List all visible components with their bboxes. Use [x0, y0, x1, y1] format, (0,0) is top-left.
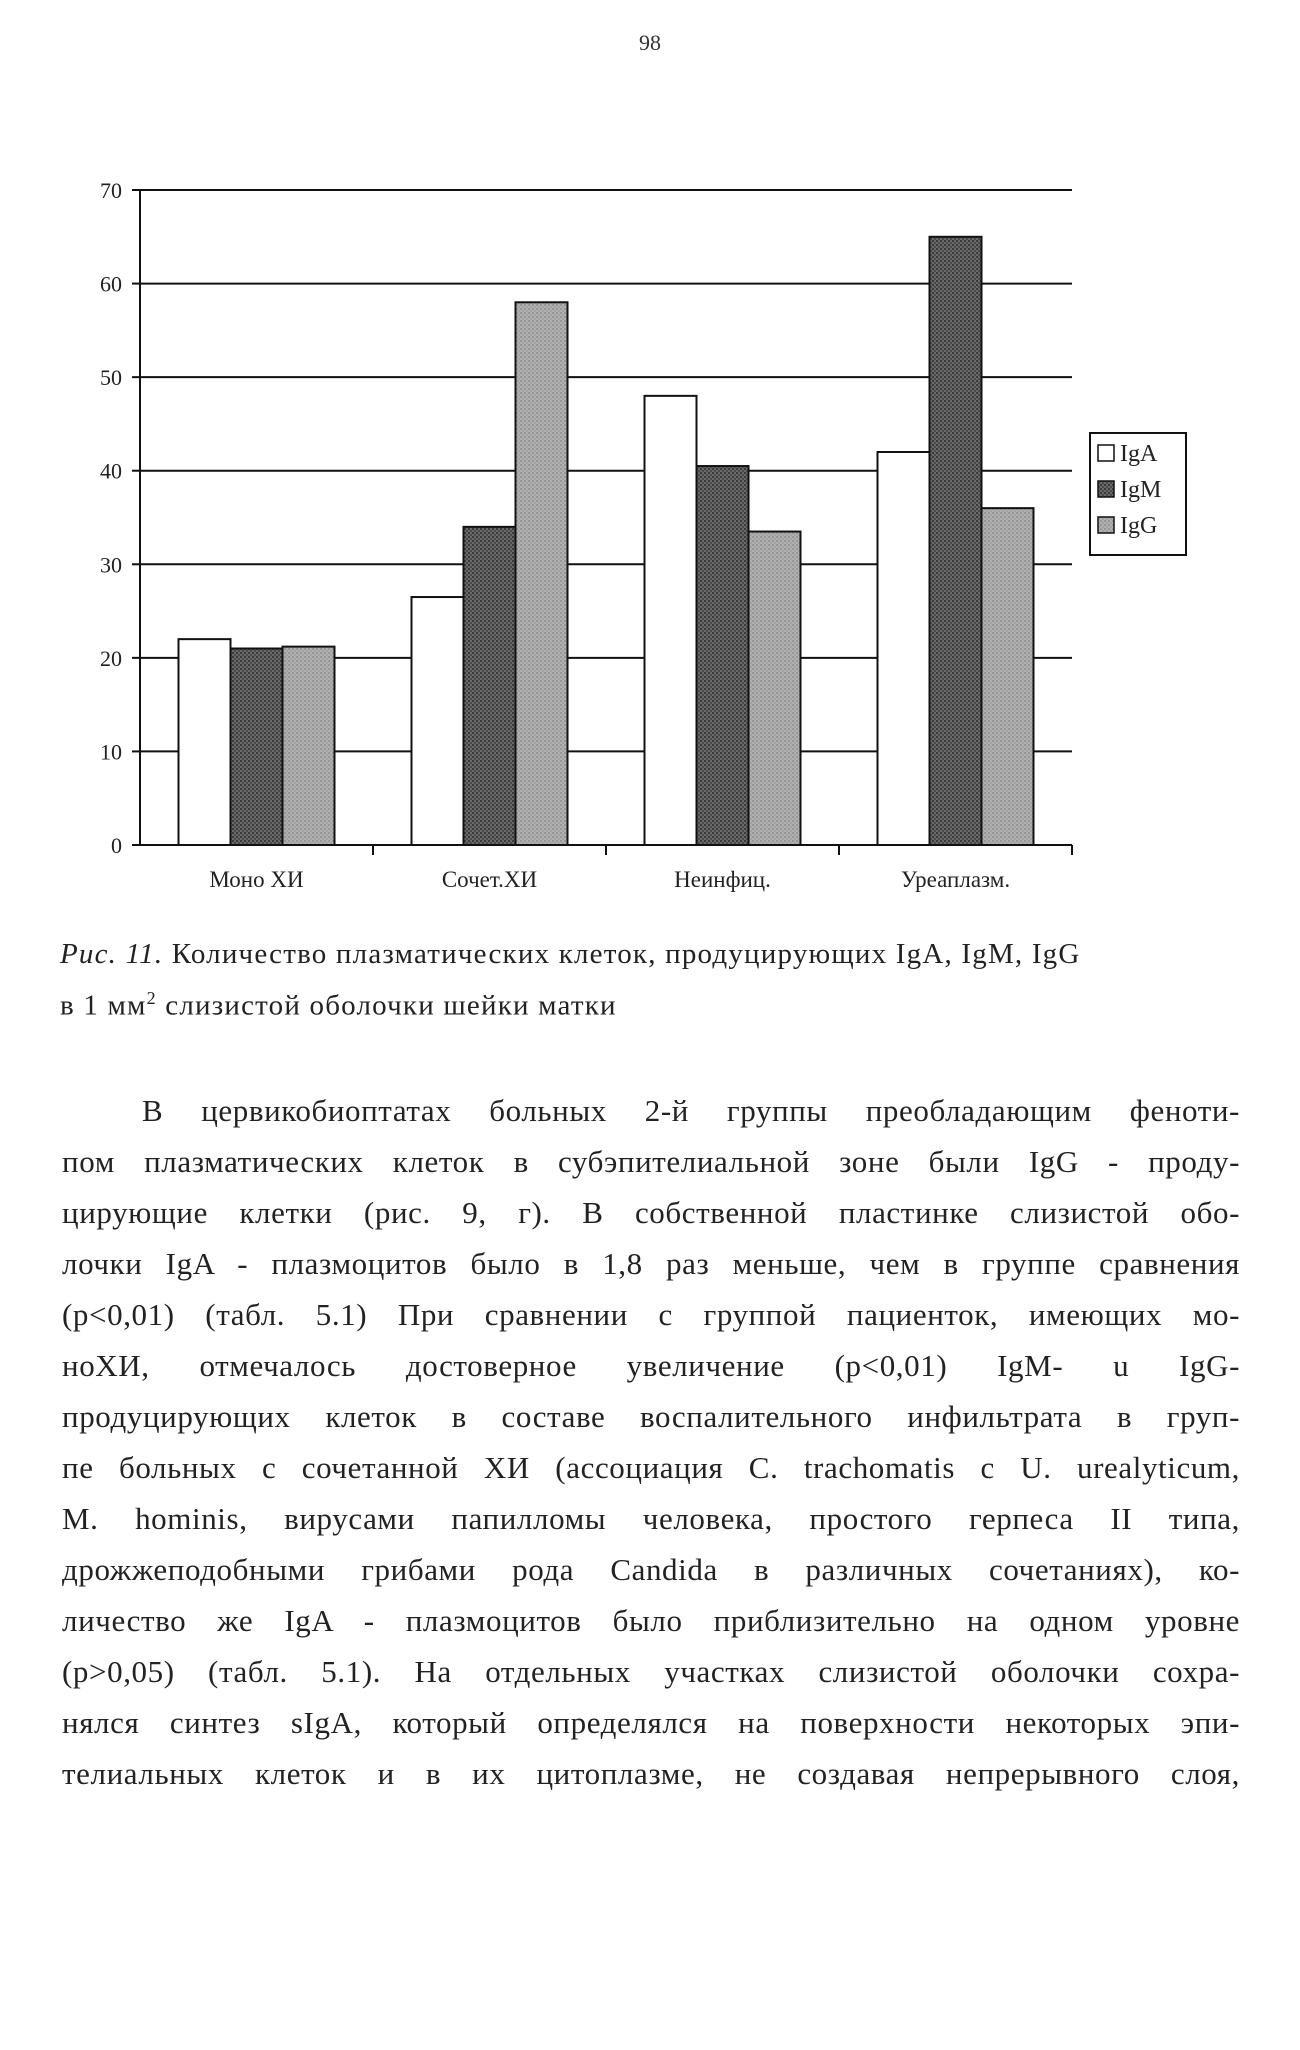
body-line: нялся синтез sIgA, который определялся на поверхности некоторых эпи-: [62, 1705, 1240, 1740]
body-line: ноХИ, отмечалось достоверное увеличение (р<0,01) IgM- u IgG-: [62, 1348, 1240, 1383]
x-tick-label: Уреаплазм.: [900, 867, 1011, 892]
legend-label-igg: IgG: [1120, 513, 1158, 539]
body-line: (р<0,01) (табл. 5.1) При сравнении с группой пациенток, имеющих мо-: [62, 1297, 1240, 1332]
figure-label: Рис. 11.: [60, 938, 164, 970]
page-number: 98: [639, 30, 661, 55]
body-line: M. hominis, вирусами папилломы человека, простого герпеса II типа,: [62, 1501, 1240, 1536]
y-tick-label: 20: [100, 645, 122, 671]
bar-igm: [930, 237, 982, 845]
body-line: лочки IgA - плазмоцитов было в 1,8 раз меньше, чем в группе сравнения: [62, 1246, 1240, 1281]
caption-superscript: 2: [146, 988, 157, 1008]
bar-iga: [878, 452, 930, 845]
y-tick-label: 60: [100, 271, 122, 297]
y-tick-label: 10: [100, 739, 122, 765]
caption-line-1: [60, 932, 1240, 976]
bar-igg: [749, 532, 801, 845]
caption-line-2: [60, 976, 1240, 1028]
y-tick-label: 70: [100, 178, 122, 203]
legend-swatch-igg: [1098, 517, 1114, 533]
x-tick-label: Неинфиц.: [674, 867, 771, 892]
body-line: цирующие клетки (рис. 9, г). В собственной пластинке слизистой обо-: [62, 1195, 1240, 1230]
bar-igm: [231, 649, 283, 846]
bar-chart: [0, 0, 1300, 910]
x-tick-label: Моно ХИ: [209, 867, 304, 892]
body-line: (р>0,05) (табл. 5.1). На отдельных участках слизистой оболочки сохра-: [62, 1654, 1240, 1689]
body-paragraph: [62, 1085, 1240, 1799]
x-tick-label: Сочет.ХИ: [441, 867, 538, 892]
caption-text-3: слизистой оболочки шейки матки: [156, 989, 617, 1022]
body-line: личество же IgA - плазмоцитов было приблизительно на одном уровне: [62, 1603, 1240, 1638]
bar-igm: [697, 466, 749, 845]
legend-swatch-iga: [1098, 445, 1114, 461]
y-tick-label: 50: [100, 365, 122, 391]
body-line: телиальных клеток и в их цитоплазме, не создавая непрерывного слоя,: [62, 1756, 1240, 1791]
caption-text: Количество плазматических клеток, продуцирующих IgA, IgM, IgG: [171, 938, 1081, 970]
bar-iga: [179, 639, 231, 845]
chart-legend: [1090, 433, 1186, 555]
y-tick-label: 40: [100, 458, 122, 484]
y-tick-label: 0: [111, 833, 122, 858]
body-line: пом плазматических клеток в субэпителиальной зоне были IgG - проду-: [62, 1144, 1240, 1179]
bar-iga: [645, 396, 697, 845]
caption-text-2: в 1 мм: [60, 989, 147, 1022]
bar-igg: [283, 647, 335, 845]
y-axis: [100, 178, 140, 858]
figure-caption: [60, 932, 1240, 1028]
body-line: дрожжеподобными грибами рода Candida в различных сочетаниях), ко-: [62, 1552, 1240, 1587]
bar-igg: [516, 302, 568, 845]
bar-iga: [412, 597, 464, 845]
y-tick-label: 30: [100, 552, 122, 578]
bar-igg: [982, 508, 1034, 845]
bar-igm: [464, 527, 516, 845]
body-line: пе больных с сочетанной ХИ (ассоциация C. trachomatis с U. urealyticum,: [62, 1450, 1240, 1485]
body-line: продуцирующих клеток в составе воспалительного инфильтрата в груп-: [62, 1399, 1240, 1434]
legend-swatch-igm: [1098, 481, 1114, 497]
x-axis: [209, 845, 1072, 892]
legend-label-igm: IgM: [1120, 477, 1162, 503]
legend-label-iga: IgA: [1120, 441, 1158, 467]
chart-bars: [179, 237, 1034, 845]
body-line: В цервикобиоптатах больных 2-й группы преобладающим феноти-: [142, 1093, 1240, 1128]
